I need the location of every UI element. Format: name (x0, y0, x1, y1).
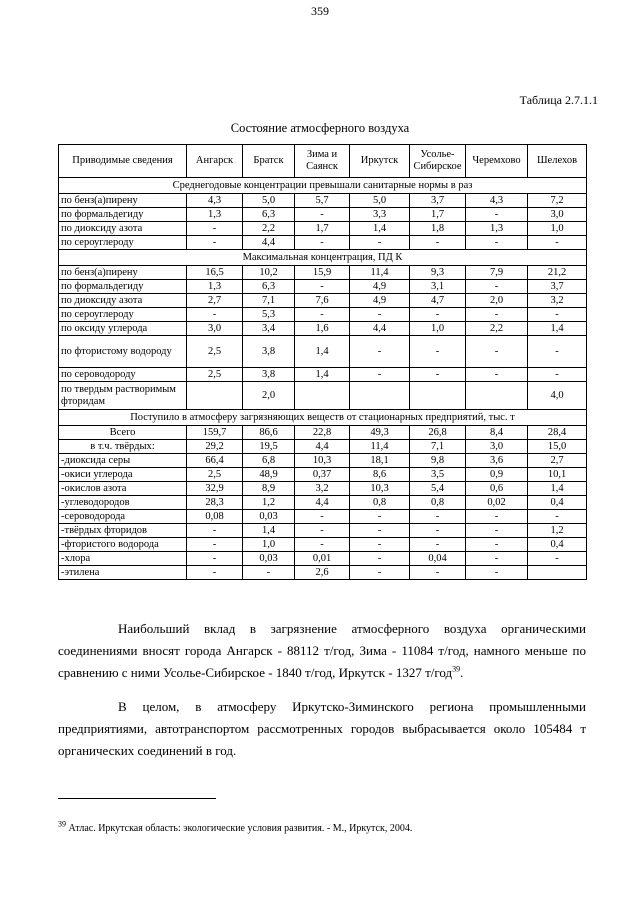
table-cell: 4,3 (466, 194, 528, 208)
table-cell (350, 382, 410, 410)
table-cell (528, 566, 587, 580)
row-label: по бенз(а)пирену (59, 266, 187, 280)
table-cell: - (528, 510, 587, 524)
table-cell: 15,0 (528, 440, 587, 454)
table-cell: 16,5 (187, 266, 243, 280)
table-cell: 8,4 (466, 426, 528, 440)
row-label: -этилена (59, 566, 187, 580)
paragraph-text: Наибольший вклад в загрязнение атмосферного воздуха органическими соединениями вносят города Ангарск - 88112 т/год, Зима - 11084 т/год, намного меньше по сравнению с ними Усолье-Сибирское - 1840 т/год, Иркутск - 1327 т/год (58, 621, 586, 680)
table-cell: 10,3 (295, 454, 350, 468)
table-cell: 1,4 (528, 322, 587, 336)
row-label: -сероводорода (59, 510, 187, 524)
table-cell: 1,0 (528, 222, 587, 236)
footnote (58, 819, 413, 834)
table-cell: - (466, 552, 528, 566)
row-label: по формальдегиду (59, 280, 187, 294)
table-cell: 86,6 (243, 426, 295, 440)
table-cell: 3,8 (243, 368, 295, 382)
table-cell: 28,4 (528, 426, 587, 440)
table-cell: - (295, 208, 350, 222)
table-cell: 5,7 (295, 194, 350, 208)
header-cell: Зима и Саянск (295, 145, 350, 178)
row-label: -диоксида серы (59, 454, 187, 468)
table-cell: 4,4 (243, 236, 295, 250)
table-cell: 1,4 (295, 368, 350, 382)
table-cell: 0,03 (243, 552, 295, 566)
row-label: по диоксиду азота (59, 294, 187, 308)
table-cell: 4,9 (350, 280, 410, 294)
table-cell: - (466, 308, 528, 322)
footnote-text: Атлас. Иркутская область: экологические условия развития. - М., Иркутск, 2004. (66, 823, 413, 834)
table-label: Таблица 2.7.1.1 (519, 93, 598, 107)
footnote-mark: 39 (58, 819, 66, 829)
table-row (59, 294, 587, 308)
table-cell: - (466, 236, 528, 250)
table-cell: - (466, 510, 528, 524)
table-cell: 7,9 (466, 266, 528, 280)
table-cell: 3,7 (528, 280, 587, 294)
table-cell: - (187, 552, 243, 566)
table-cell: - (466, 566, 528, 580)
table-row (59, 194, 587, 208)
table-cell: - (528, 336, 587, 368)
paragraph (58, 696, 586, 762)
table-cell: - (410, 236, 466, 250)
table-cell: 48,9 (243, 468, 295, 482)
table-cell: - (410, 510, 466, 524)
table-cell: - (295, 524, 350, 538)
section-title: Среднегодовые концентрации превышали санитарные нормы в раз (59, 178, 587, 194)
table-cell: - (350, 336, 410, 368)
table-cell: - (243, 566, 295, 580)
table-cell: 1,6 (295, 322, 350, 336)
table-cell: - (466, 538, 528, 552)
table-cell: - (350, 368, 410, 382)
table-cell: 32,9 (187, 482, 243, 496)
table-cell: 18,1 (350, 454, 410, 468)
table-cell: 9,3 (410, 266, 466, 280)
table-cell: 28,3 (187, 496, 243, 510)
table-cell: 0,02 (466, 496, 528, 510)
table-cell: - (350, 236, 410, 250)
table-cell: 11,4 (350, 266, 410, 280)
row-label: -хлора (59, 552, 187, 566)
table-cell: 7,6 (295, 294, 350, 308)
table-row (59, 552, 587, 566)
table-row (59, 538, 587, 552)
table-cell: 1,3 (466, 222, 528, 236)
table-cell: 0,03 (243, 510, 295, 524)
section-row (59, 178, 587, 194)
table-cell: 5,0 (243, 194, 295, 208)
table-cell: 2,0 (243, 382, 295, 410)
row-label: в т.ч. твёрдых: (59, 440, 187, 454)
table-cell: 3,0 (187, 322, 243, 336)
table-cell: - (295, 280, 350, 294)
table-row (59, 454, 587, 468)
table-cell: 1,0 (243, 538, 295, 552)
table-cell: 1,4 (528, 482, 587, 496)
table-cell: 22,8 (295, 426, 350, 440)
table-row (59, 482, 587, 496)
table-cell: 4,3 (187, 194, 243, 208)
header-cell: Ангарск (187, 145, 243, 178)
table-cell: 2,2 (243, 222, 295, 236)
table-row (59, 336, 587, 368)
table-row (59, 208, 587, 222)
table-cell: 3,2 (295, 482, 350, 496)
table-cell: 4,0 (528, 382, 587, 410)
row-label: -фтористого водорода (59, 538, 187, 552)
table-cell: 4,4 (295, 440, 350, 454)
table-cell: - (466, 280, 528, 294)
table-row (59, 382, 587, 410)
table-cell: 0,8 (350, 496, 410, 510)
table-cell: - (350, 552, 410, 566)
table-cell: - (295, 236, 350, 250)
row-label: по бенз(а)пирену (59, 194, 187, 208)
table-cell: 3,8 (243, 336, 295, 368)
table-cell: 2,7 (528, 454, 587, 468)
table-cell: - (295, 510, 350, 524)
table-cell: 0,37 (295, 468, 350, 482)
table-cell: 6,3 (243, 208, 295, 222)
table-cell: 0,4 (528, 496, 587, 510)
table-cell: 9,8 (410, 454, 466, 468)
table-cell: - (528, 552, 587, 566)
table-cell: 2,5 (187, 336, 243, 368)
table-row (59, 222, 587, 236)
table-cell: 3,5 (410, 468, 466, 482)
table-cell: - (410, 368, 466, 382)
table-row (59, 496, 587, 510)
table-cell: - (466, 336, 528, 368)
table-cell: 3,6 (466, 454, 528, 468)
paragraph-text: В целом, в атмосферу Иркутско-Зиминского региона промышленными предприятиями, автотранспортом рассмотренных городов выбрасывается около 105484 т органических соединений в год. (58, 699, 586, 758)
table-cell: 4,7 (410, 294, 466, 308)
row-label: Всего (59, 426, 187, 440)
table-cell: 10,1 (528, 468, 587, 482)
table-cell: 2,6 (295, 566, 350, 580)
table-header-row (59, 145, 587, 178)
table-cell: 1,4 (243, 524, 295, 538)
table-cell: 10,3 (350, 482, 410, 496)
table-cell: 3,1 (410, 280, 466, 294)
table-cell: 5,0 (350, 194, 410, 208)
section-title: Поступило в атмосферу загрязняющих веществ от стационарных предприятий, тыс. т (59, 410, 587, 426)
row-label: по диоксиду азота (59, 222, 187, 236)
table-cell: 8,9 (243, 482, 295, 496)
table-row (59, 266, 587, 280)
table-cell: 66,4 (187, 454, 243, 468)
table-cell: 0,08 (187, 510, 243, 524)
table-row (59, 426, 587, 440)
table-cell: 159,7 (187, 426, 243, 440)
footnote-ref: 39 (452, 664, 461, 674)
table-cell: - (466, 368, 528, 382)
table-cell: 19,5 (243, 440, 295, 454)
table-cell: 3,4 (243, 322, 295, 336)
table-cell: 1,4 (295, 336, 350, 368)
table-cell: 11,4 (350, 440, 410, 454)
header-cell: Приводимые сведения (59, 145, 187, 178)
table-cell: 0,6 (466, 482, 528, 496)
table-cell: - (187, 538, 243, 552)
table-cell: - (410, 308, 466, 322)
row-label: по оксиду углерода (59, 322, 187, 336)
row-label: -углеводородов (59, 496, 187, 510)
table-cell: - (350, 308, 410, 322)
table-cell: - (187, 236, 243, 250)
table-cell: 1,0 (410, 322, 466, 336)
header-cell: Усолье-Сибирское (410, 145, 466, 178)
table-cell: - (466, 208, 528, 222)
paragraph (58, 618, 586, 684)
table-row (59, 510, 587, 524)
table-row (59, 440, 587, 454)
section-row (59, 250, 587, 266)
table-cell: - (295, 538, 350, 552)
table-row (59, 468, 587, 482)
table-cell: 2,5 (187, 368, 243, 382)
table-cell: 2,2 (466, 322, 528, 336)
table-cell: - (528, 368, 587, 382)
table-cell (466, 382, 528, 410)
row-label: по сероводороду (59, 368, 187, 382)
table-cell: 0,01 (295, 552, 350, 566)
table-cell: 4,9 (350, 294, 410, 308)
table-cell: 5,4 (410, 482, 466, 496)
table-cell: - (350, 524, 410, 538)
row-label: -окислов азота (59, 482, 187, 496)
table-row (59, 308, 587, 322)
table-cell: 0,9 (466, 468, 528, 482)
table-cell: 7,1 (410, 440, 466, 454)
table-cell: 1,2 (243, 496, 295, 510)
table-cell: 26,8 (410, 426, 466, 440)
table-cell: 5,3 (243, 308, 295, 322)
table-cell: 1,7 (295, 222, 350, 236)
air-quality-table (58, 144, 587, 580)
table-cell: - (410, 538, 466, 552)
footnote-separator (58, 798, 216, 799)
table-cell: - (187, 566, 243, 580)
table-cell: 1,2 (528, 524, 587, 538)
header-cell: Иркутск (350, 145, 410, 178)
row-label: по сероуглероду (59, 308, 187, 322)
table-cell: 1,3 (187, 280, 243, 294)
table-cell: 2,5 (187, 468, 243, 482)
table-body (59, 178, 587, 580)
table-cell: 4,4 (295, 496, 350, 510)
table-cell: 29,2 (187, 440, 243, 454)
table-cell: 6,3 (243, 280, 295, 294)
table-cell: 4,4 (350, 322, 410, 336)
table-cell: - (295, 308, 350, 322)
table-cell: - (410, 524, 466, 538)
table-cell: 1,7 (410, 208, 466, 222)
table-cell: 7,1 (243, 294, 295, 308)
header-cell: Братск (243, 145, 295, 178)
row-label: по фтористому водороду (59, 336, 187, 368)
table-cell: 1,4 (350, 222, 410, 236)
table-cell (410, 382, 466, 410)
table-cell: 3,0 (466, 440, 528, 454)
table-row (59, 566, 587, 580)
table-cell: - (466, 524, 528, 538)
table-cell: - (528, 308, 587, 322)
table-row (59, 280, 587, 294)
table-cell: 1,3 (187, 208, 243, 222)
table-cell: - (187, 524, 243, 538)
table-row (59, 322, 587, 336)
table-cell: 1,8 (410, 222, 466, 236)
table-cell: 7,2 (528, 194, 587, 208)
table-cell: 3,3 (350, 208, 410, 222)
table-title: Состояние атмосферного воздуха (230, 121, 410, 135)
row-label: -окиси углерода (59, 468, 187, 482)
table-cell: 2,0 (466, 294, 528, 308)
table-cell: 2,7 (187, 294, 243, 308)
row-label: по формальдегиду (59, 208, 187, 222)
table-cell: - (410, 336, 466, 368)
table-cell: - (187, 222, 243, 236)
table-cell (187, 382, 243, 410)
section-row (59, 410, 587, 426)
table-cell: 3,2 (528, 294, 587, 308)
table-row (59, 236, 587, 250)
table-cell: - (187, 308, 243, 322)
table-cell: 49,3 (350, 426, 410, 440)
header-cell: Шелехов (528, 145, 587, 178)
table-cell: 3,7 (410, 194, 466, 208)
table-row (59, 368, 587, 382)
table-cell: 10,2 (243, 266, 295, 280)
page-number: 359 (311, 4, 329, 18)
paragraph-end: . (460, 665, 464, 680)
row-label: по сероуглероду (59, 236, 187, 250)
row-label: по твердым растворимым фторидам (59, 382, 187, 410)
table-cell: - (350, 566, 410, 580)
table-cell: - (350, 538, 410, 552)
table-cell (295, 382, 350, 410)
table-cell: - (528, 236, 587, 250)
table-cell: 6,8 (243, 454, 295, 468)
table-cell: - (350, 510, 410, 524)
table-cell: 21,2 (528, 266, 587, 280)
table-cell: 0,4 (528, 538, 587, 552)
table-row (59, 524, 587, 538)
table-cell: 8,6 (350, 468, 410, 482)
table-cell: - (410, 566, 466, 580)
table-cell: 0,04 (410, 552, 466, 566)
section-title: Максимальная концентрация, ПД К (59, 250, 587, 266)
table-cell: 15,9 (295, 266, 350, 280)
header-cell: Черемхово (466, 145, 528, 178)
table-cell: 0,8 (410, 496, 466, 510)
row-label: -твёрдых фторидов (59, 524, 187, 538)
table-cell: 3,0 (528, 208, 587, 222)
